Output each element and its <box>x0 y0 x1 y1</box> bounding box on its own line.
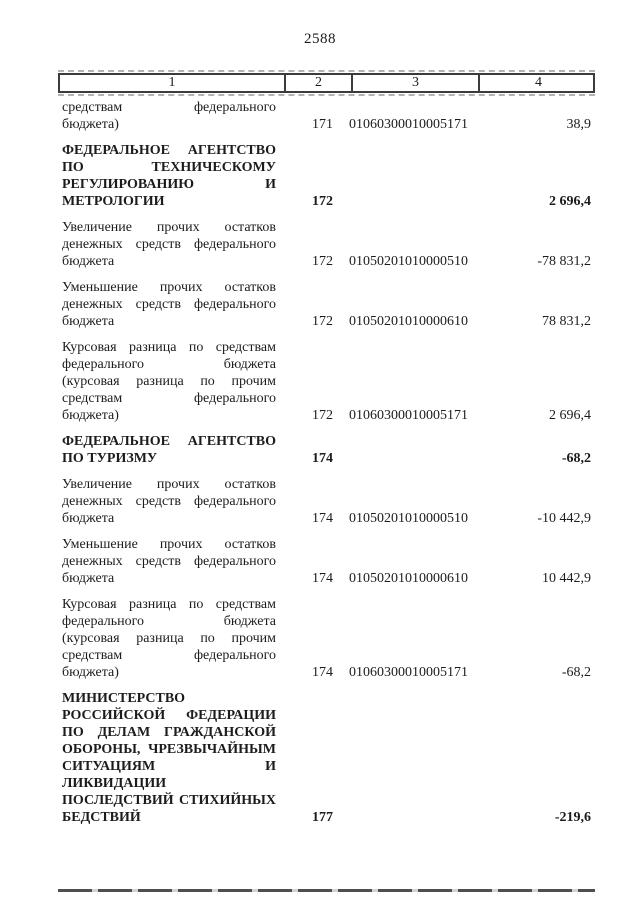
table-row <box>58 536 595 587</box>
row-chapter-code: 174 <box>312 665 333 680</box>
row-amount: -10 442,9 <box>537 511 591 526</box>
row-chapter-code: 177 <box>312 810 333 825</box>
description-line: бюджета) <box>62 117 119 132</box>
description-line: (курсовая разница по прочим <box>62 631 276 646</box>
table-header-row <box>58 73 595 93</box>
table-row <box>58 433 595 467</box>
row-chapter-code: 174 <box>312 451 333 466</box>
description-line: денежных средств федерального <box>62 237 276 252</box>
description-line: Увеличение прочих остатков <box>62 220 276 235</box>
row-amount: 2 696,4 <box>549 408 591 423</box>
row-classification-code: 01050201010000510 <box>349 511 468 526</box>
description-line: федерального бюджета <box>62 614 276 629</box>
row-description <box>58 219 282 270</box>
description-line: бюджета) <box>62 665 119 680</box>
row-description <box>58 536 282 587</box>
description-line: ФЕДЕРАЛЬНОЕ АГЕНТСТВО <box>62 434 276 449</box>
row-description <box>58 142 282 210</box>
description-line: ПО ТЕХНИЧЕСКОМУ <box>62 160 276 175</box>
row-amount: -68,2 <box>561 451 591 466</box>
row-description <box>58 596 282 681</box>
row-chapter-code: 174 <box>312 511 333 526</box>
description-line: ФЕДЕРАЛЬНОЕ АГЕНТСТВО <box>62 143 276 158</box>
description-line: Увеличение прочих остатков <box>62 477 276 492</box>
row-chapter-code: 171 <box>312 117 333 132</box>
row-chapter-code: 172 <box>312 194 333 209</box>
row-description <box>58 433 282 467</box>
table-row <box>58 142 595 210</box>
row-description <box>58 339 282 424</box>
description-line: бюджета <box>62 571 115 586</box>
description-line: МИНИСТЕРСТВО <box>62 691 186 706</box>
description-line: денежных средств федерального <box>62 554 276 569</box>
page-number: 2588 <box>304 31 336 47</box>
row-amount: 78 831,2 <box>542 314 591 329</box>
row-amount: -219,6 <box>554 810 591 825</box>
description-line: ПОСЛЕДСТВИЙ СТИХИЙНЫХ <box>62 793 276 808</box>
row-description <box>58 279 282 330</box>
row-amount: -78 831,2 <box>537 254 591 269</box>
column-header-3: 3 <box>351 75 478 91</box>
description-line: федерального бюджета <box>62 357 276 372</box>
row-classification-code: 01060300010005171 <box>349 665 468 680</box>
description-line: МЕТРОЛОГИИ <box>62 194 165 209</box>
row-amount: 10 442,9 <box>542 571 591 586</box>
row-classification-code: 01060300010005171 <box>349 408 468 423</box>
row-description <box>58 476 282 527</box>
table-row <box>58 99 595 133</box>
table-row <box>58 219 595 270</box>
row-chapter-code: 174 <box>312 571 333 586</box>
table-row <box>58 596 595 681</box>
table-row <box>58 339 595 424</box>
row-chapter-code: 172 <box>312 314 333 329</box>
row-chapter-code: 172 <box>312 254 333 269</box>
row-classification-code: 01060300010005171 <box>349 117 468 132</box>
description-line: ОБОРОНЫ, ЧРЕЗВЫЧАЙНЫМ <box>62 742 276 757</box>
description-line: денежных средств федерального <box>62 297 276 312</box>
row-chapter-code: 172 <box>312 408 333 423</box>
row-amount: 2 696,4 <box>549 194 591 209</box>
column-header-1: 1 <box>168 75 176 90</box>
description-line: Уменьшение прочих остатков <box>62 537 276 552</box>
row-amount: 38,9 <box>566 117 591 132</box>
description-line: средствам федерального <box>62 391 276 406</box>
row-description <box>58 99 282 133</box>
table-row <box>58 690 595 826</box>
row-description <box>58 690 282 826</box>
description-line: БЕДСТВИЙ <box>62 810 141 825</box>
next-table-top-border <box>58 889 595 892</box>
description-line: бюджета <box>62 254 115 269</box>
description-line: Уменьшение прочих остатков <box>62 280 276 295</box>
budget-table <box>58 73 595 826</box>
description-line: Курсовая разница по средствам <box>62 340 276 355</box>
description-line: денежных средств федерального <box>62 494 276 509</box>
description-line: РОССИЙСКОЙ ФЕДЕРАЦИИ <box>62 708 276 723</box>
description-line: бюджета <box>62 314 115 329</box>
row-amount: -68,2 <box>561 665 591 680</box>
description-line: СИТУАЦИЯМ И <box>62 759 276 774</box>
description-line: Курсовая разница по средствам <box>62 597 276 612</box>
table-body <box>58 99 595 826</box>
description-line: ЛИКВИДАЦИИ <box>62 776 167 791</box>
row-classification-code: 01050201010000610 <box>349 314 468 329</box>
row-classification-code: 01050201010000610 <box>349 571 468 586</box>
description-line: ПО ТУРИЗМУ <box>62 451 158 466</box>
description-line: бюджета) <box>62 408 119 423</box>
description-line: средствам федерального <box>62 100 276 115</box>
table-row <box>58 279 595 330</box>
description-line: РЕГУЛИРОВАНИЮ И <box>62 177 276 192</box>
description-line: средствам федерального <box>62 648 276 663</box>
description-line: ПО ДЕЛАМ ГРАЖДАНСКОЙ <box>62 725 276 740</box>
description-line: (курсовая разница по прочим <box>62 374 276 389</box>
row-classification-code: 01050201010000510 <box>349 254 468 269</box>
description-line: бюджета <box>62 511 115 526</box>
table-row <box>58 476 595 527</box>
column-header-4: 4 <box>478 75 597 91</box>
column-header-2: 2 <box>284 75 351 91</box>
